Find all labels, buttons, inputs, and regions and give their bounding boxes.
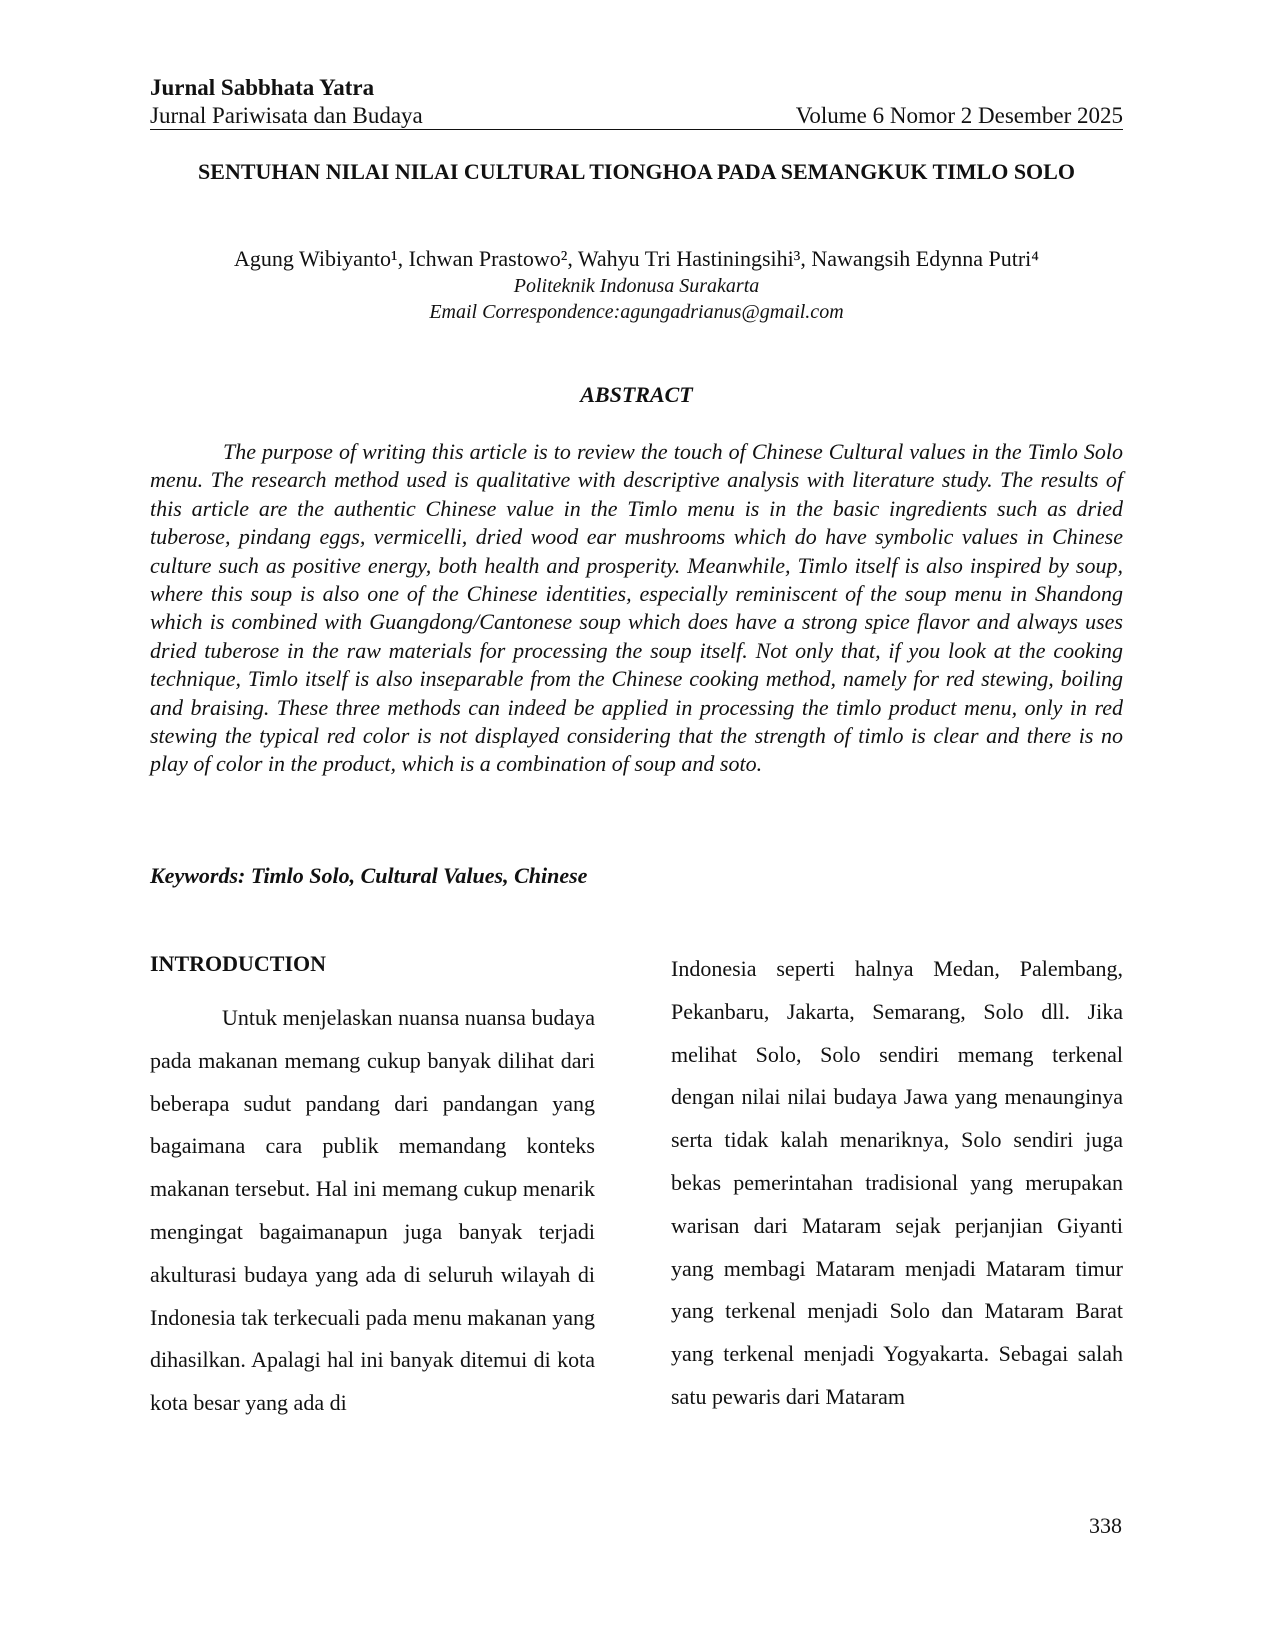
paper-title: SENTUHAN NILAI NILAI CULTURAL TIONGHOA PADA SEMANGKUK TIMLO SOLO <box>198 159 1075 184</box>
correspondence-email: Email Correspondence:agungadrianus@gmail.com <box>429 301 844 323</box>
introduction-right-column: Indonesia seperti halnya Medan, Palembang, Pekanbaru, Jakarta, Semarang, Solo dll. Jika melihat Solo, Solo sendiri memang terkenal dengan nilai nilai budaya Jawa yang menaunginya serta tidak kalah menariknya, Solo sendiri juga bekas pemerintahan tradisional yang merupakan warisan dari Mataram sejak perjanjian Giyanti yang membagi Mataram menjadi Mataram timur yang terkenal menjadi Solo dan Mataram Barat yang terkenal menjadi Yogyakarta. Sebagai salah satu pewaris dari Mataram <box>671 956 1123 1409</box>
volume-info: Volume 6 Nomor 2 Desember 2025 <box>795 103 1123 128</box>
introduction-left-column: Untuk menjelaskan nuansa nuansa budaya pada makanan memang cukup banyak dilihat dari beberapa sudut pandang dari pandangan yang bagaimana cara publik memandang konteks makanan tersebut. Hal ini memang cukup menarik mengingat bagaimanapun juga banyak terjadi akulturasi budaya yang ada di seluruh wilayah di Indonesia tak terkecuali pada menu makanan yang dihasilkan. Apalagi hal ini banyak ditemui di kota kota besar yang ada di <box>150 1005 595 1416</box>
abstract-body: The purpose of writing this article is to review the touch of Chinese Cultural values in the Timlo Solo menu. The research method used is qualitative with descriptive analysis with literature study. The results of this article are the authentic Chinese value in the Timlo menu is in the basic ingredients such as dried tuberose, pindang eggs, vermicelli, dried wood ear mushrooms which do have symbolic values in Chinese culture such as positive energy, both health and prosperity. Meanwhile, Timlo itself is also inspired by soup, where this soup is also one of the Chinese identities, especially reminiscent of the soup menu in Shandong which is combined with Guangdong/Cantonese soup which does have a strong spice flavor and always uses dried tuberose in the raw materials for processing the soup itself. Not only that, if you look at the cooking technique, Timlo itself is also inseparable from the Chinese cooking method, namely for red stewing, boiling and braising. These three methods can indeed be applied in processing the timlo product menu, only in red stewing the typical red color is not displayed considering that the strength of timlo is clear and there is no play of color in the product, which is a combination of soup and soto. <box>150 439 1123 777</box>
journal-subtitle: Jurnal Pariwisata dan Budaya <box>150 103 423 128</box>
introduction-heading: INTRODUCTION <box>150 951 327 976</box>
author-list: Agung Wibiyanto¹, Ichwan Prastowo², Wahyu Tri Hastiningsihi³, Nawangsih Edynna Putri⁴ <box>234 246 1039 271</box>
abstract-heading: ABSTRACT <box>580 382 693 407</box>
author-affiliation: Politeknik Indonusa Surakarta <box>513 275 760 297</box>
keywords: Keywords: Timlo Solo, Cultural Values, Chinese <box>150 863 588 888</box>
page-number: 338 <box>1089 1513 1122 1538</box>
journal-header-line <box>150 103 1123 130</box>
journal-name: Jurnal Sabbhata Yatra <box>150 75 375 100</box>
